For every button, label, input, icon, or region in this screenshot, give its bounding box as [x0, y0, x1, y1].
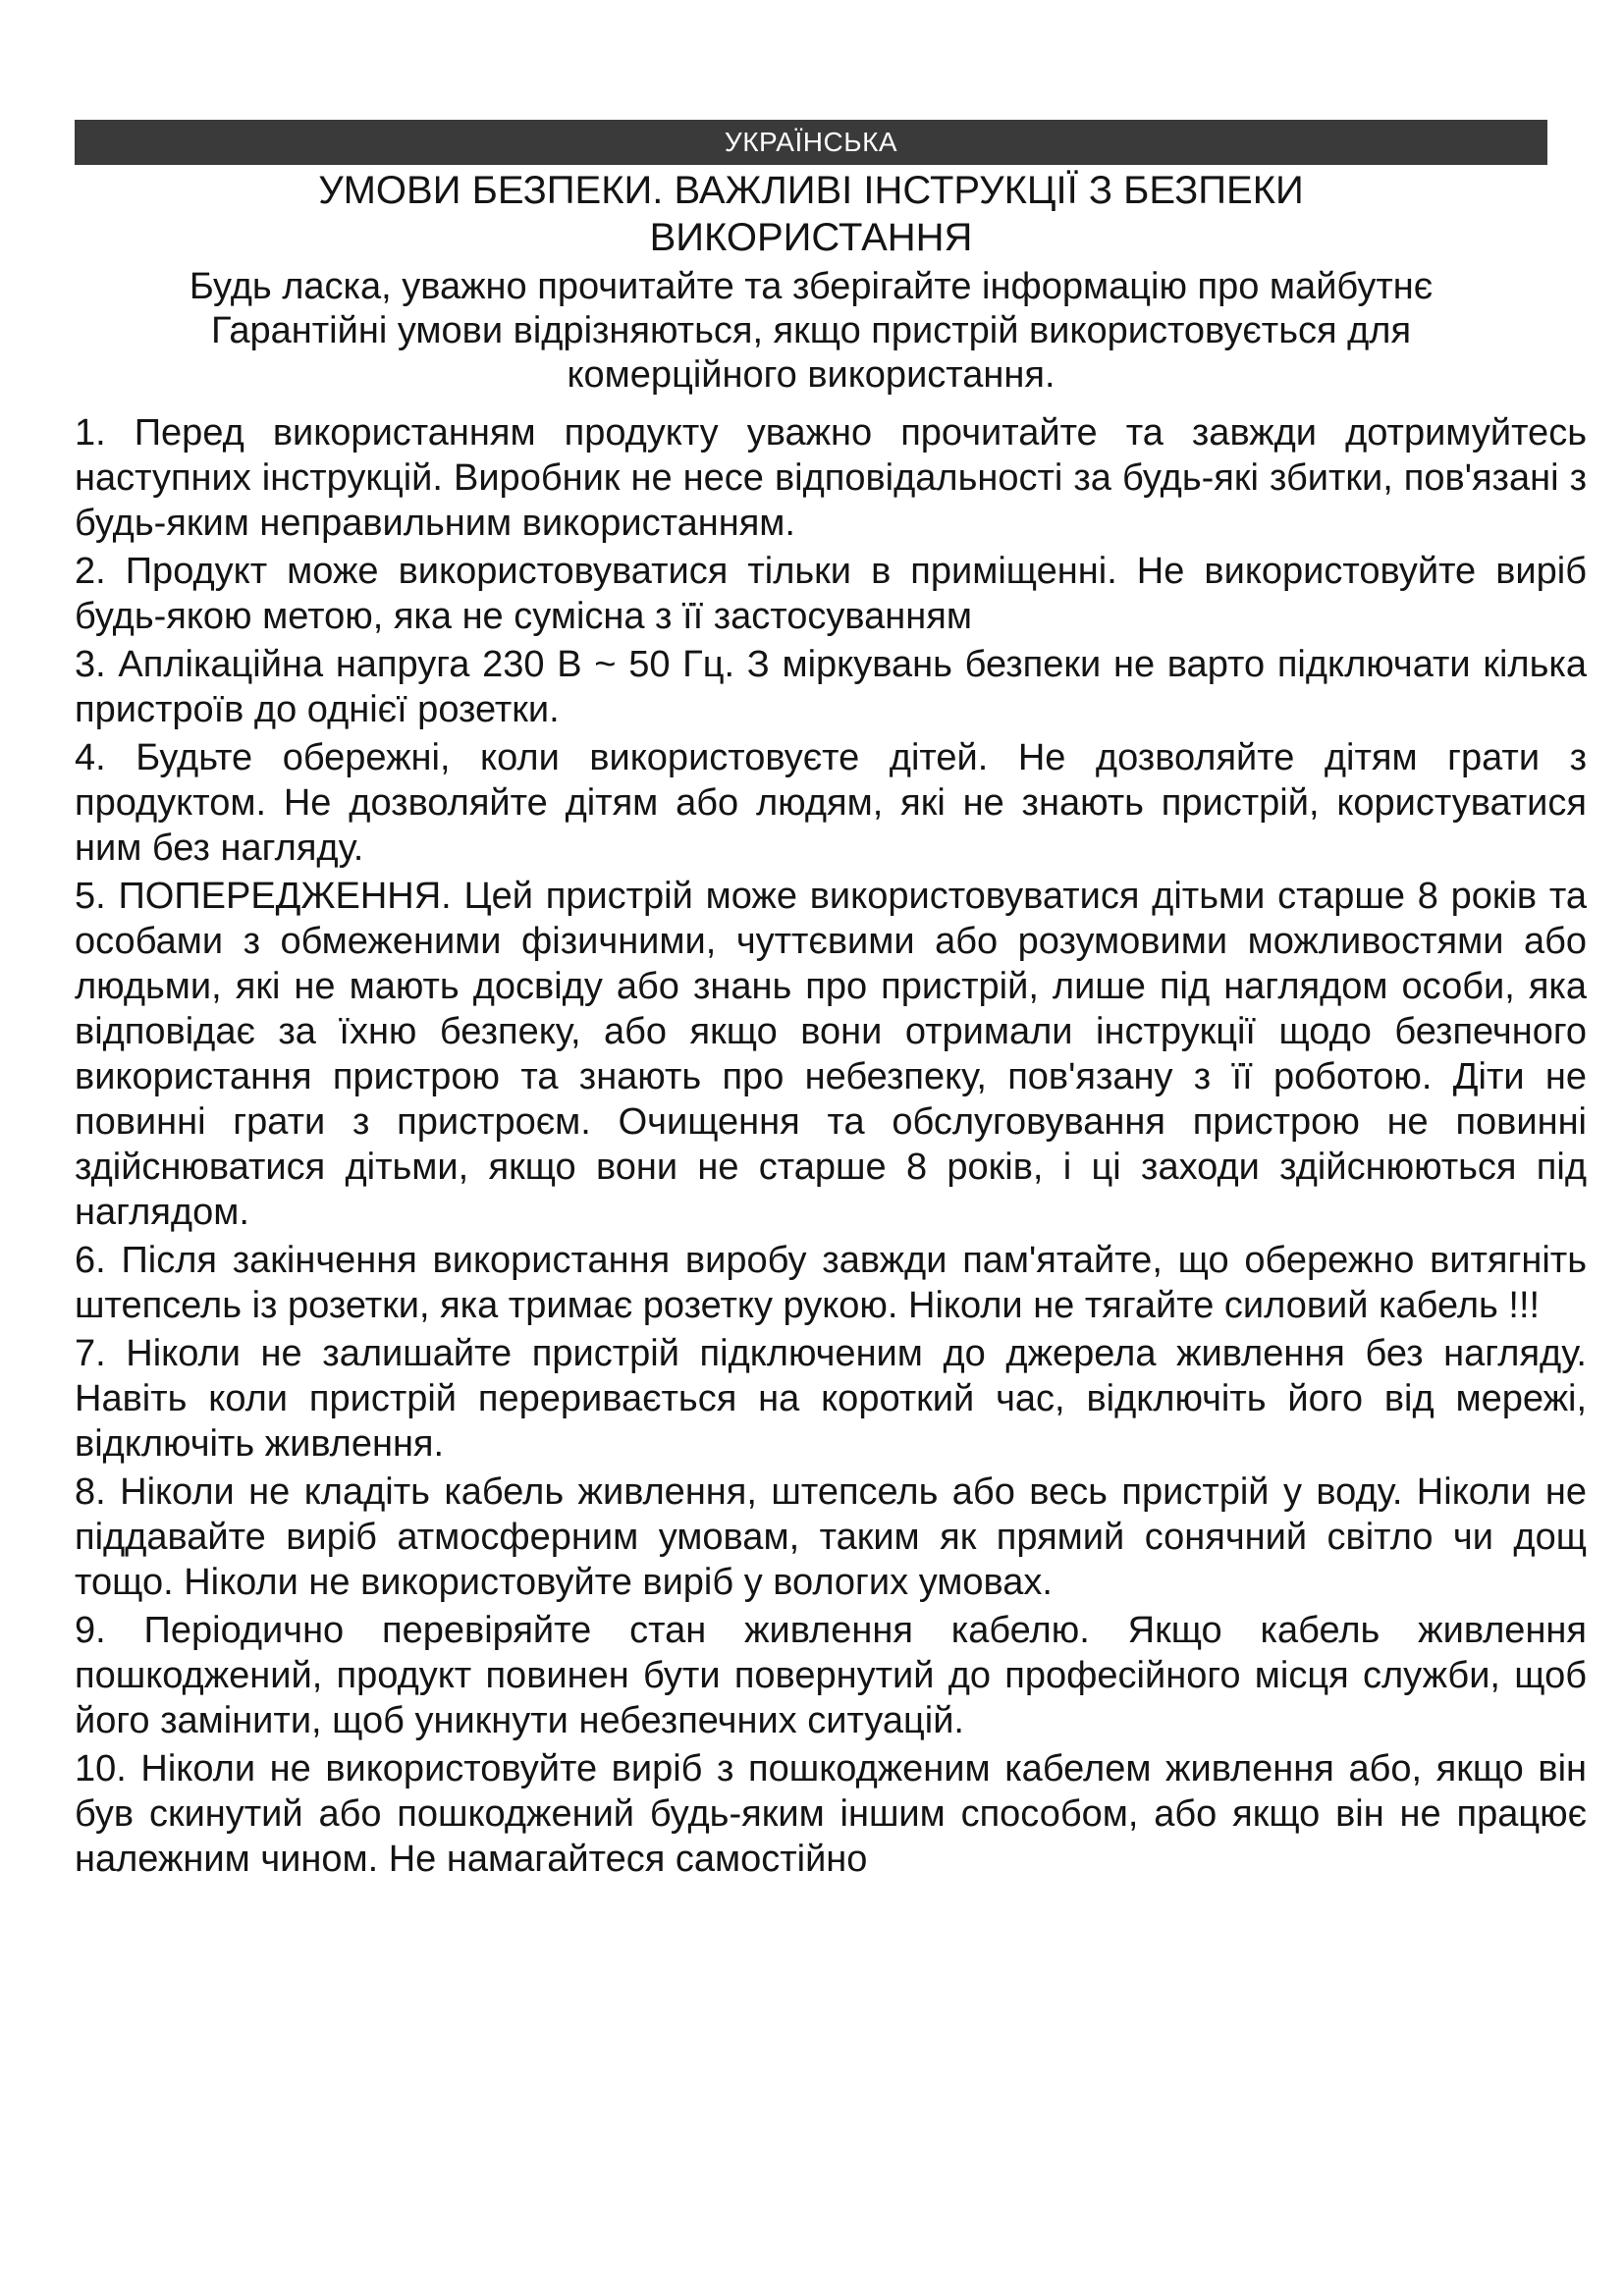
intro-line-1: Будь ласка, уважно прочитайте та зберігайте інформацію про майбутнє [189, 266, 1434, 307]
instruction-item-5: 5. ПОПЕРЕДЖЕННЯ. Цей пристрій може використовуватися дітьми старше 8 років та особами з обмеженими фізичними, чуттєвими або розумовими можливостями або людьми, які не мають досвіду або знань про пристрій, лише під наглядом особи, яка відповідає за їхню безпеку, або якщо вони отримали інструкції щодо безпечного використання пристрою та знають про небезпеку, пов'язану з її роботою. Діти не повинні грати з пристроєм. Очищення та обслуговування пристрою не повинні здійснюватися дітьми, якщо вони не старше 8 років, і ці заходи здійснюються під наглядом. [75, 876, 1587, 1233]
intro-paragraph [75, 265, 1547, 398]
instruction-item-2: 2. Продукт може використовуватися тільки в приміщенні. Не використовуйте виріб будь-якою метою, яка не сумісна з її застосуванням [75, 551, 1587, 637]
instruction-item-3: 3. Аплікаційна напруга 230 В ~ 50 Гц. З міркувань безпеки не варто підключати кілька пристроїв до однієї розетки. [75, 644, 1587, 730]
intro-line-3: комерційного використання. [567, 354, 1056, 396]
instruction-item-6: 6. Після закінчення використання виробу завжди пам'ятайте, що обережно витягніть штепсель із розетки, яка тримає розетку рукою. Ніколи не тягайте силовий кабель !!! [75, 1240, 1587, 1326]
page-title [75, 167, 1547, 261]
instructions-list [75, 410, 1587, 1885]
language-header-bar: УКРАЇНСЬКА [75, 120, 1547, 165]
page-title-line-2: ВИКОРИСТАННЯ [649, 216, 973, 259]
page-title-line-1: УМОВИ БЕЗПЕКИ. ВАЖЛИВІ ІНСТРУКЦІЇ З БЕЗПЕКИ [318, 169, 1304, 212]
instruction-item-4: 4. Будьте обережні, коли використовуєте дітей. Не дозволяйте дітям грати з продуктом. Не дозволяйте дітям або людям, які не знають пристрій, користуватися ним без нагляду. [75, 737, 1587, 869]
instruction-item-7: 7. Ніколи не залишайте пристрій підключеним до джерела живлення без нагляду. Навіть коли пристрій переривається на короткий час, відключіть його від мережі, відключіть живлення. [75, 1333, 1587, 1465]
instruction-item-1: 1. Перед використанням продукту уважно прочитайте та завжди дотримуйтесь наступних інструкцій. Виробник не несе відповідальності за будь-які збитки, пов'язані з будь-яким неправильним використанням. [75, 412, 1587, 544]
instruction-item-10: 10. Ніколи не використовуйте виріб з пошкодженим кабелем живлення або, якщо він був скинутий або пошкоджений будь-яким іншим способом, або якщо він не працює належним чином. Не намагайтеся самостійно [75, 1748, 1587, 1880]
intro-line-2: Гарантійні умови відрізняються, якщо пристрій використовується для [210, 310, 1412, 351]
instruction-item-9: 9. Періодично перевіряйте стан живлення кабелю. Якщо кабель живлення пошкоджений, продукт повинен бути повернутий до професійного місця служби, щоб його замінити, щоб уникнути небезпечних ситуацій. [75, 1610, 1587, 1741]
instruction-item-8: 8. Ніколи не кладіть кабель живлення, штепсель або весь пристрій у воду. Ніколи не піддавайте виріб атмосферним умовам, таким як прямий сонячний світло чи дощ тощо. Ніколи не використовуйте виріб у вологих умовах. [75, 1471, 1587, 1603]
